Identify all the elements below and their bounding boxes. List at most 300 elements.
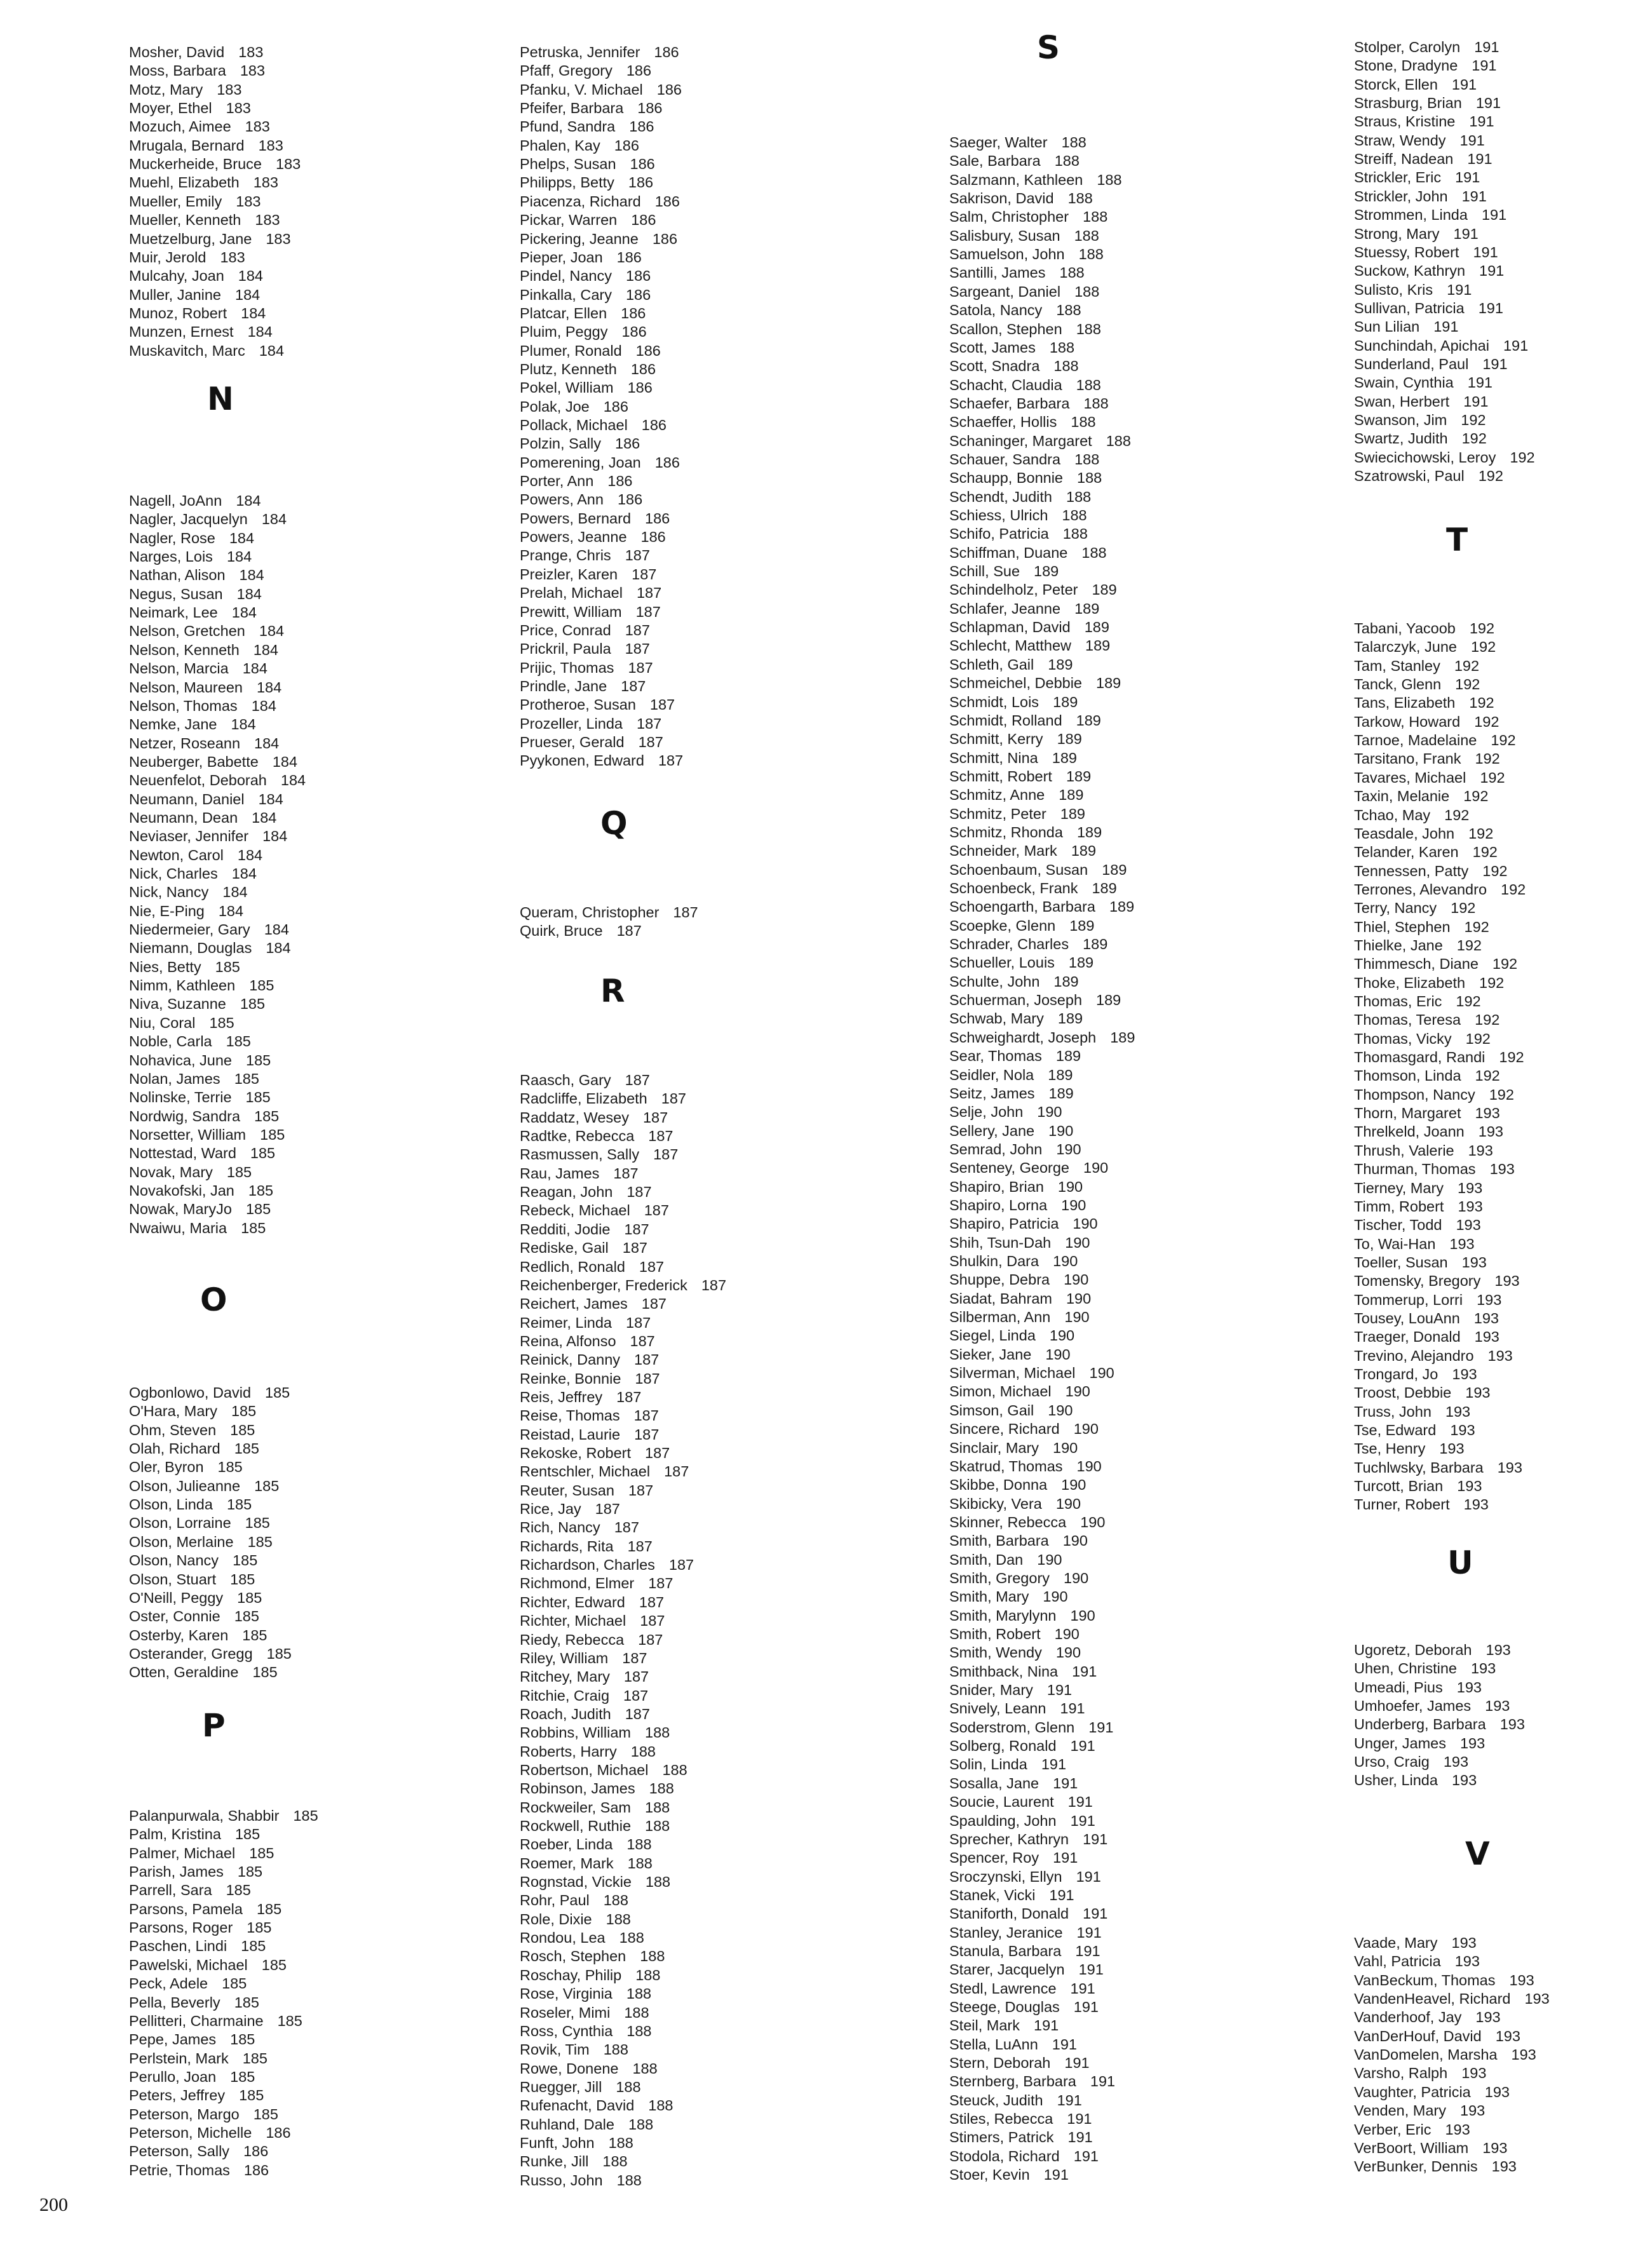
entry-page-number: 192 (1454, 657, 1480, 674)
entry-name: Prickril, Paula (520, 640, 611, 658)
entry-page-number: 185 (234, 1826, 261, 1843)
index-entry (129, 939, 291, 957)
entry-name: Schoenbaum, Susan (949, 861, 1088, 878)
index-entry (520, 323, 647, 341)
entry-page-number: 187 (644, 1202, 669, 1219)
entry-page-number: 193 (1485, 1698, 1510, 1715)
index-entry (949, 357, 1079, 375)
index-entry (520, 1109, 668, 1127)
index-entry (520, 1743, 656, 1761)
section-letter-heading: U (1447, 1544, 1473, 1581)
entry-name: Nolan, James (129, 1070, 220, 1087)
entry-name: Nelson, Thomas (129, 697, 238, 714)
index-entry (129, 1219, 266, 1238)
index-entry (1354, 355, 1508, 374)
index-entry (1354, 1990, 1550, 2008)
entry-page-number: 184 (238, 267, 263, 285)
entry-page-number: 187 (625, 1705, 650, 1722)
entry-page-number: 187 (623, 1668, 649, 1685)
entry-page-number: 187 (668, 1556, 694, 1574)
entry-page-number: 186 (243, 2161, 269, 2178)
entry-page-number: 191 (1475, 95, 1501, 112)
entry-page-number: 186 (626, 267, 651, 285)
entry-page-number: 187 (648, 1575, 673, 1592)
index-entry (1354, 1715, 1525, 1734)
entry-name: Nottestad, Ward (129, 1145, 236, 1162)
entry-name: Nathan, Alison (129, 567, 226, 584)
entry-page-number: 191 (1060, 1700, 1085, 1717)
entry-page-number: 184 (259, 342, 285, 359)
index-entry (949, 208, 1107, 226)
index-entry (1354, 243, 1498, 262)
entry-page-number: 185 (252, 1664, 278, 1681)
entry-name: Olson, Merlaine (129, 1533, 234, 1550)
entry-page-number: 188 (1076, 376, 1101, 393)
entry-page-number: 188 (649, 1780, 674, 1797)
entry-page-number: 185 (233, 1552, 258, 1569)
entry-page-number: 188 (1106, 432, 1131, 449)
index-entry (949, 1457, 1102, 1476)
index-entry (949, 1644, 1081, 1662)
entry-name: Tse, Edward (1354, 1422, 1437, 1439)
index-entry (1354, 1477, 1482, 1495)
entry-page-number: 188 (1056, 302, 1081, 319)
index-entry (949, 1663, 1097, 1681)
index-entry (1354, 1179, 1482, 1198)
entry-name: Terrones, Alevandro (1354, 881, 1487, 898)
entry-name: Nowak, MaryJo (129, 1201, 232, 1218)
entry-name: Thimmesch, Diane (1354, 955, 1479, 973)
entry-name: Skatrud, Thomas (949, 1457, 1063, 1475)
entry-name: Stoer, Kevin (949, 2166, 1030, 2184)
index-entry (1354, 843, 1498, 861)
entry-page-number: 192 (1492, 955, 1518, 973)
entry-page-number: 192 (1461, 412, 1486, 428)
entry-page-number: 185 (237, 1863, 263, 1880)
index-entry (129, 248, 245, 267)
entry-name: Schueller, Louis (949, 954, 1055, 971)
entry-page-number: 185 (253, 2105, 278, 2123)
entry-page-number: 190 (1056, 1140, 1081, 1158)
entry-name: Underberg, Barbara (1354, 1716, 1486, 1733)
entry-page-number: 191 (1053, 1849, 1078, 1866)
entry-page-number: 187 (658, 752, 684, 769)
index-entry (1354, 1771, 1477, 1790)
index-entry (949, 133, 1086, 152)
entry-page-number: 190 (1054, 1626, 1080, 1642)
entry-page-number: 184 (235, 286, 261, 303)
index-entry (520, 192, 680, 211)
entry-name: Sellery, Jane (949, 1122, 1035, 1139)
index-entry (949, 376, 1101, 395)
entry-name: Nelson, Maureen (129, 678, 243, 696)
index-entry (949, 1140, 1081, 1159)
entry-page-number: 188 (645, 1818, 670, 1834)
entry-name: Prueser, Gerald (520, 733, 625, 750)
index-entry (129, 1477, 279, 1495)
entry-page-number: 188 (1054, 152, 1080, 170)
entry-name: Porter, Ann (520, 473, 594, 490)
entry-page-number: 191 (1064, 2055, 1090, 2072)
entry-name: Spencer, Roy (949, 1849, 1039, 1866)
entry-name: Schlecht, Matthew (949, 637, 1072, 654)
entry-page-number: 189 (1052, 749, 1077, 766)
index-entry (520, 248, 642, 267)
index-entry (129, 62, 265, 80)
entry-page-number: 193 (1495, 2027, 1520, 2044)
entry-page-number: 186 (641, 417, 667, 433)
index-entry (520, 903, 698, 922)
entry-page-number: 193 (1478, 1123, 1503, 1140)
index-entry (949, 1980, 1095, 1998)
entry-page-number: 187 (636, 584, 662, 602)
index-entry (129, 2086, 264, 2105)
entry-page-number: 186 (616, 248, 642, 266)
index-entry (949, 525, 1088, 543)
entry-page-number: 186 (603, 398, 628, 415)
index-entry (520, 733, 663, 752)
entry-name: Tarnoe, Madelaine (1354, 732, 1477, 749)
entry-page-number: 191 (1052, 2035, 1078, 2053)
entry-name: Pfund, Sandra (520, 118, 616, 135)
entry-name: VerBoort, William (1354, 2139, 1469, 2156)
entry-name: Teasdale, John (1354, 825, 1455, 842)
index-entry (949, 301, 1081, 320)
index-entry (520, 715, 661, 733)
index-entry (129, 1107, 279, 1126)
index-entry (949, 283, 1099, 301)
entry-page-number: 188 (1061, 134, 1086, 151)
index-entry (129, 659, 267, 678)
entry-page-number: 185 (215, 958, 240, 975)
entry-name: Negus, Susan (129, 585, 223, 602)
entry-name: Ritchie, Craig (520, 1687, 610, 1704)
index-entry (129, 2142, 268, 2161)
entry-name: Moyer, Ethel (129, 100, 212, 117)
index-entry (520, 155, 655, 173)
entry-page-number: 187 (634, 1426, 660, 1443)
entry-name: Powers, Ann (520, 491, 604, 508)
entry-name: Schiffman, Duane (949, 544, 1068, 561)
entry-name: Smithback, Nina (949, 1663, 1059, 1680)
entry-page-number: 189 (1109, 898, 1135, 915)
entry-page-number: 193 (1482, 2139, 1508, 2156)
entry-page-number: 191 (1083, 1830, 1108, 1847)
index-entry (520, 659, 653, 677)
entry-name: Usher, Linda (1354, 1772, 1438, 1789)
entry-page-number: 190 (1045, 1346, 1071, 1363)
entry-page-number: 187 (625, 621, 650, 638)
entry-name: Phelps, Susan (520, 156, 616, 173)
entry-name: Suckow, Kathryn (1354, 262, 1466, 280)
entry-name: Reimer, Linda (520, 1314, 612, 1331)
entry-name: Redlich, Ronald (520, 1258, 625, 1275)
entry-page-number: 188 (1076, 320, 1101, 337)
index-entry (129, 566, 264, 584)
index-entry (1354, 429, 1487, 448)
entry-page-number: 188 (1074, 450, 1100, 468)
entry-page-number: 187 (638, 1631, 663, 1648)
entry-page-number: 192 (1478, 468, 1503, 485)
entry-name: Smith, Robert (949, 1626, 1041, 1642)
index-entry (1354, 1086, 1514, 1104)
entry-name: Shih, Tsun-Dah (949, 1234, 1052, 1251)
entry-page-number: 185 (245, 1201, 271, 1218)
entry-page-number: 192 (1501, 881, 1526, 898)
entry-name: Redditi, Jodie (520, 1220, 611, 1238)
entry-name: Tischer, Todd (1354, 1217, 1442, 1234)
entry-name: Quirk, Bruce (520, 922, 603, 940)
index-entry (129, 492, 261, 510)
index-entry (520, 546, 650, 565)
entry-name: Uhen, Christine (1354, 1660, 1457, 1677)
index-entry (129, 1051, 271, 1070)
entry-name: Strickler, Eric (1354, 169, 1442, 186)
entry-page-number: 190 (1064, 1271, 1089, 1288)
index-entry (129, 1200, 271, 1218)
section-letter-heading: V (1465, 1835, 1490, 1872)
entry-name: Stiles, Rebecca (949, 2110, 1053, 2128)
index-entry (1354, 187, 1487, 206)
entry-page-number: 187 (635, 1370, 660, 1387)
entry-name: Vahl, Patricia (1354, 1953, 1441, 1970)
index-entry (949, 637, 1110, 655)
entry-page-number: 183 (255, 212, 280, 229)
index-entry (1354, 1291, 1501, 1309)
entry-page-number: 188 (645, 1724, 670, 1741)
index-entry (129, 734, 279, 753)
entry-page-number: 188 (603, 1892, 628, 1909)
index-entry (129, 211, 280, 229)
index-entry (520, 1314, 651, 1332)
entry-page-number: 183 (258, 137, 283, 154)
index-entry (949, 1476, 1086, 1494)
index-entry (520, 603, 661, 621)
entry-name: Prindle, Jane (520, 677, 607, 694)
entry-page-number: 185 (239, 2087, 264, 2104)
entry-name: Timm, Robert (1354, 1198, 1444, 1215)
entry-page-number: 190 (1055, 1644, 1081, 1661)
entry-name: Schrader, Charles (949, 936, 1069, 953)
entry-name: Reinick, Danny (520, 1351, 621, 1368)
entry-page-number: 193 (1456, 1217, 1481, 1234)
entry-page-number: 185 (245, 1515, 270, 1532)
index-entry (520, 1239, 647, 1257)
index-entry (1354, 2157, 1517, 2176)
entry-name: Rosch, Stephen (520, 1948, 626, 1965)
entry-page-number: 185 (247, 1533, 273, 1550)
entry-page-number: 191 (1034, 2017, 1059, 2034)
index-entry (520, 528, 666, 546)
entry-name: Nagler, Jacquelyn (129, 511, 248, 528)
entry-page-number: 187 (632, 565, 657, 583)
entry-page-number: 185 (242, 1626, 267, 1644)
index-entry (1354, 787, 1488, 806)
entry-name: Swartz, Judith (1354, 430, 1448, 447)
entry-page-number: 184 (241, 304, 266, 321)
entry-name: VerBunker, Dennis (1354, 2158, 1478, 2175)
entry-page-number: 184 (280, 772, 306, 789)
index-entry (1354, 1753, 1468, 1771)
entry-page-number: 189 (1053, 693, 1078, 710)
entry-page-number: 193 (1475, 1105, 1500, 1122)
entry-name: Thielke, Jane (1354, 936, 1443, 954)
entry-name: Prijic, Thomas (520, 659, 614, 676)
entry-name: Petruska, Jennifer (520, 44, 640, 60)
entry-name: Rovik, Tim (520, 2041, 590, 2058)
index-entry (129, 753, 297, 771)
index-entry (129, 771, 306, 790)
entry-page-number: 192 (1451, 900, 1476, 917)
index-entry (520, 1947, 665, 1966)
entry-page-number: 186 (621, 304, 646, 321)
index-entry (520, 677, 646, 696)
entry-name: Nie, E-Ping (129, 902, 205, 919)
entry-page-number: 188 (627, 1854, 653, 1872)
entry-name: Ugoretz, Deborah (1354, 1642, 1472, 1658)
entry-page-number: 188 (632, 2060, 658, 2077)
index-entry (520, 435, 640, 453)
entry-name: Pella, Beverly (129, 1994, 220, 2011)
index-entry (129, 641, 278, 659)
index-entry (1354, 337, 1528, 355)
index-entry (1354, 1198, 1483, 1216)
index-entry (520, 640, 650, 658)
entry-page-number: 191 (1076, 1868, 1101, 1885)
entry-page-number: 193 (1499, 1716, 1525, 1733)
entry-name: Swain, Cynthia (1354, 374, 1454, 391)
index-entry (520, 490, 642, 509)
index-entry (520, 1779, 674, 1798)
entry-page-number: 187 (639, 1593, 665, 1610)
entry-name: Smith, Wendy (949, 1644, 1042, 1661)
entry-page-number: 186 (631, 212, 656, 229)
entry-page-number: 193 (1458, 1179, 1483, 1196)
index-entry (520, 1556, 694, 1574)
entry-name: Thomson, Linda (1354, 1067, 1461, 1084)
entry-page-number: 187 (701, 1276, 727, 1293)
entry-name: Scoepke, Glenn (949, 917, 1056, 934)
index-entry (1354, 1067, 1500, 1085)
entry-name: Nagell, JoAnn (129, 492, 222, 509)
index-entry (520, 81, 682, 99)
index-entry (1354, 1678, 1482, 1697)
entry-name: Starer, Jacquelyn (949, 1961, 1065, 1978)
entry-page-number: 189 (1096, 675, 1121, 692)
index-entry (949, 227, 1099, 245)
entry-name: Toeller, Susan (1354, 1253, 1448, 1271)
entry-page-number: 190 (1055, 1495, 1081, 1512)
entry-page-number: 185 (230, 2031, 255, 2048)
entry-page-number: 184 (256, 678, 282, 696)
entry-name: Simson, Gail (949, 1401, 1034, 1419)
index-entry (520, 398, 628, 416)
index-entry (520, 1799, 670, 1817)
entry-name: Vaughter, Patricia (1354, 2083, 1471, 2100)
index-entry (949, 1346, 1071, 1364)
entry-page-number: 190 (1073, 1421, 1099, 1438)
entry-name: Streiff, Nadean (1354, 151, 1454, 168)
entry-page-number: 188 (1053, 358, 1079, 375)
entry-name: Shapiro, Brian (949, 1178, 1044, 1195)
entry-page-number: 191 (1057, 2091, 1082, 2109)
index-entry (949, 1513, 1105, 1532)
index-entry (520, 1612, 665, 1630)
index-entry (949, 917, 1094, 935)
entry-name: Rognstad, Vickie (520, 1873, 632, 1891)
entry-page-number: 188 (606, 1910, 631, 1927)
index-entry (129, 2030, 255, 2049)
entry-name: Plutz, Kenneth (520, 360, 617, 377)
entry-page-number: 192 (1463, 788, 1489, 805)
index-entry (949, 693, 1078, 712)
entry-page-number: 191 (1070, 1980, 1095, 1997)
entry-name: Turner, Robert (1354, 1496, 1450, 1513)
entry-name: O'Neill, Peggy (129, 1589, 224, 1606)
entry-page-number: 188 (628, 2116, 654, 2133)
index-entry (1354, 1659, 1496, 1678)
entry-page-number: 193 (1477, 1291, 1502, 1308)
index-entry (949, 1009, 1083, 1028)
entry-name: Parsons, Pamela (129, 1900, 243, 1917)
entry-name: Prelah, Michael (520, 584, 623, 602)
index-entry (1354, 936, 1482, 955)
index-entry (520, 304, 646, 323)
entry-name: Neuenfelot, Deborah (129, 772, 267, 789)
index-entry (520, 2171, 642, 2190)
entry-name: Nohavica, June (129, 1051, 232, 1069)
entry-name: Nelson, Marcia (129, 660, 229, 677)
entry-name: Perlstein, Mark (129, 2049, 229, 2067)
entry-name: Radcliffe, Elizabeth (520, 1090, 647, 1107)
index-entry (1354, 1459, 1522, 1477)
entry-name: Peterson, Sally (129, 2143, 230, 2160)
index-entry (949, 1830, 1107, 1849)
entry-page-number: 188 (1083, 208, 1108, 226)
entry-name: Tomensky, Bregory (1354, 1272, 1481, 1290)
index-entry (1354, 1309, 1499, 1328)
index-entry (520, 2041, 628, 2059)
index-entry (1354, 806, 1469, 825)
index-entry (520, 1258, 664, 1276)
entry-page-number: 185 (230, 2068, 255, 2085)
entry-page-number: 191 (1473, 243, 1498, 260)
entry-page-number: 187 (641, 1295, 667, 1313)
index-entry (949, 1029, 1135, 1047)
entry-page-number: 186 (630, 156, 655, 173)
entry-name: Unger, James (1354, 1734, 1446, 1752)
entry-name: Tuchlwsky, Barbara (1354, 1459, 1484, 1476)
entry-name: VanDerHouf, David (1354, 2027, 1482, 2044)
entry-name: Peck, Adele (129, 1975, 208, 1992)
entry-name: Price, Conrad (520, 621, 611, 638)
index-entry (949, 432, 1131, 450)
entry-page-number: 187 (625, 1072, 650, 1088)
entry-page-number: 191 (1090, 2073, 1116, 2090)
entry-name: Soucie, Laurent (949, 1793, 1054, 1811)
entry-page-number: 188 (602, 2153, 628, 2170)
entry-name: Satola, Nancy (949, 302, 1043, 319)
index-entry (520, 173, 653, 192)
index-entry (129, 137, 283, 155)
entry-name: Muehl, Elizabeth (129, 174, 240, 191)
entry-name: Muir, Jerold (129, 248, 206, 266)
entry-name: Niemann, Douglas (129, 940, 252, 957)
index-entry (520, 1929, 644, 1947)
entry-page-number: 187 (642, 1109, 668, 1126)
entry-name: Palmer, Michael (129, 1844, 236, 1861)
entry-page-number: 188 (626, 1836, 652, 1853)
